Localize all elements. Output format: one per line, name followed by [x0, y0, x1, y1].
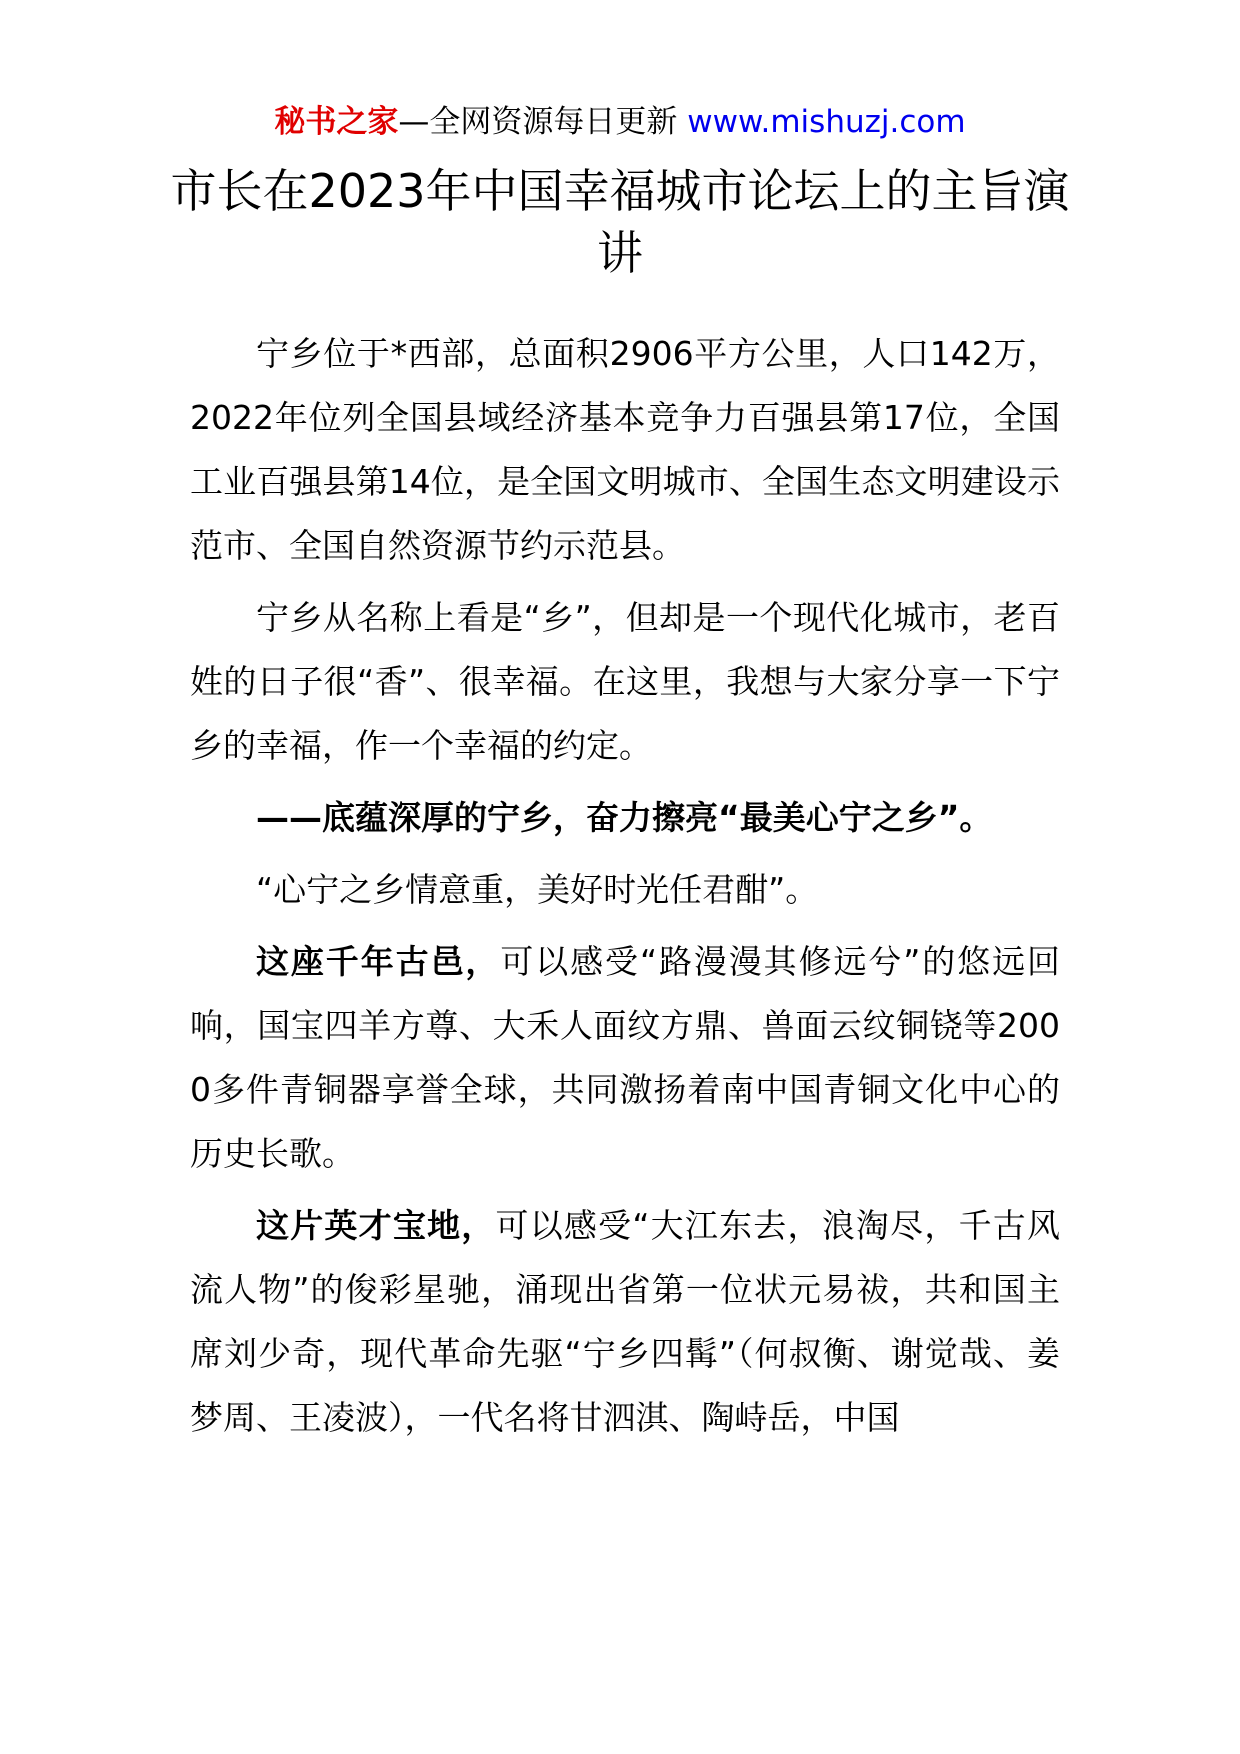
paragraph — [190, 930, 1060, 1186]
section-heading-text: ——底蕴深厚的宁乡，奋力擦亮“最美心宁之乡”。 — [256, 798, 993, 837]
paragraph-text: 宁乡位于*西部，总面积2906平方公里，人口142万，2022年位列全国县域经济基本竞争力百强县第17位，全国工业百强县第14位，是全国文明城市、全国生态文明建设示范市、全国自然资源节约示范县。 — [190, 334, 1060, 565]
paragraph-lead: 这片英才宝地， — [256, 1206, 496, 1245]
document-title: 市长在2023年中国幸福城市论坛上的主旨演讲 — [170, 164, 1070, 280]
paragraph-text: “心宁之乡情意重，美好时光任君酣”。 — [256, 870, 819, 909]
site-header — [0, 102, 1240, 142]
paragraph — [190, 586, 1060, 778]
paragraph-text: 可以感受“路漫漫其修远兮”的悠远回响，国宝四羊方尊、大禾人面纹方鼎、兽面云纹铜铙等2000多件青铜器享誉全球，共同激扬着南中国青铜文化中心的历史长歌。 — [190, 942, 1061, 1173]
site-url-link[interactable]: www.mishuzj.com — [687, 104, 966, 140]
paragraph-text: 宁乡从名称上看是“乡”，但却是一个现代化城市，老百姓的日子很“香”、很幸福。在这里，我想与大家分享一下宁乡的幸福，作一个幸福的约定。 — [190, 598, 1060, 765]
header-slogan: —全网资源每日更新 — [398, 104, 678, 140]
document-body — [190, 322, 1060, 1458]
paragraph-lead: 这座千年古邑， — [256, 942, 501, 981]
paragraph — [190, 1194, 1060, 1450]
paragraph — [190, 858, 1060, 922]
section-heading — [190, 786, 1060, 850]
brand-name: 秘书之家 — [274, 104, 399, 140]
paragraph-text: 可以感受“大江东去，浪淘尽，千古风流人物”的俊彩星驰，涌现出省第一位状元易祓，共和国主席刘少奇，现代革命先驱“宁乡四髯”（何叔衡、谢觉哉、姜梦周、王凌波），一代名将甘泗淇、陶峙岳，中国 — [190, 1206, 1060, 1437]
paragraph — [190, 322, 1060, 578]
